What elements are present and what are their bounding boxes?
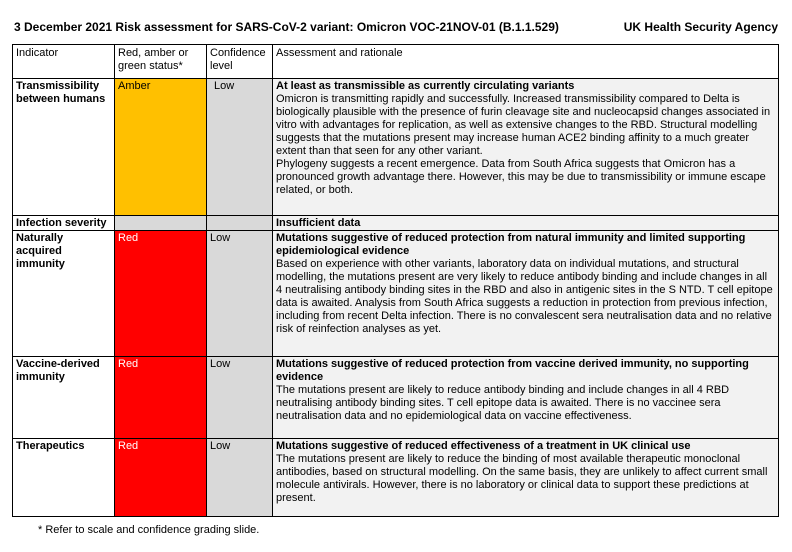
table-row xyxy=(13,216,779,231)
document-title: 3 December 2021 Risk assessment for SARS-CoV-2 variant: Omicron VOC-21NOV-01 (B.1.1.529) xyxy=(14,20,559,34)
footnote: * Refer to scale and confidence grading slide. xyxy=(38,524,260,536)
assessment-text: Omicron is transmitting rapidly and successfully. Increased transmissibility compared to Delta is biologically plausible with the presence of furin cleavage site and nucleocapsid changes associated in vitro with advantages for replication, as well as extensive changes to the RBD. Structural modelling suggests that the mutations present may increase human ACE2 binding affinity to a much greater extent than that seen for any other variant. xyxy=(276,93,771,157)
assessment-heading: Mutations suggestive of reduced protection from vaccine derived immunity, no supporting evidence xyxy=(276,358,749,383)
status-cell-red: Red xyxy=(115,357,207,439)
status-cell-empty xyxy=(115,216,207,231)
status-cell-red: Red xyxy=(115,439,207,517)
assessment-heading: Mutations suggestive of reduced effectiveness of a treatment in UK clinical use xyxy=(276,440,691,452)
table-header-row xyxy=(13,45,779,79)
confidence-cell-empty xyxy=(207,216,273,231)
assessment-text: Based on experience with other variants, laboratory data on individual mutations, and structural modelling, the mutations present are very likely to reduce antibody binding and include changes in all 4 neutralising antibody binding sites in the RBD and also in antigenic sites in the S NTD. T cell epitope data is awaited. Analysis from South Africa suggests a reduction in protection from previous infection, including from recent Delta infection. There is no convalescent sera neutralisation data and no relative risk of reinfection analyses as yet. xyxy=(276,258,773,335)
assessment-heading: At least as transmissible as currently circulating variants xyxy=(276,80,575,92)
indicator-cell: Transmissibility between humans xyxy=(13,79,115,216)
assessment-cell xyxy=(273,231,779,357)
agency-name: UK Health Security Agency xyxy=(623,20,778,34)
status-cell-amber xyxy=(115,79,207,216)
table-row xyxy=(13,231,779,357)
assessment-text: The mutations present are likely to reduce antibody binding and include changes in all 4 RBD neutralising antibody binding sites. T cell epitope data is awaited. There is no vaccinee sera neutralisation data and no epidemiological data on vaccine effectiveness. xyxy=(276,384,730,422)
header-assessment: Assessment and rationale xyxy=(273,45,779,79)
assessment-cell xyxy=(273,439,779,517)
assessment-heading: Mutations suggestive of reduced protection from natural immunity and limited supporting epidemiological evidence xyxy=(276,232,746,257)
header-status: Red, amber or green status* xyxy=(115,45,207,79)
assessment-text-2: Phylogeny suggests a recent emergence. Data from South Africa suggests that Omicron has a pronounced growth advantage there. However, this may be due to transmissibility or immune escape related, or both. xyxy=(276,158,766,196)
status-label: Amber xyxy=(118,80,151,92)
table-row xyxy=(13,79,779,216)
indicator-cell: Therapeutics xyxy=(13,439,115,517)
indicator-cell: Vaccine-derived immunity xyxy=(13,357,115,439)
header-indicator: Indicator xyxy=(13,45,115,79)
status-cell-red: Red xyxy=(115,231,207,357)
indicator-cell: Infection severity xyxy=(13,216,115,231)
assessment-cell xyxy=(273,79,779,216)
indicator-cell: Naturally acquired immunity xyxy=(13,231,115,357)
confidence-cell: Low xyxy=(207,439,273,517)
page-header xyxy=(14,20,778,36)
assessment-heading: Insufficient data xyxy=(276,217,361,229)
assessment-text: The mutations present are likely to reduce the binding of most available therapeutic monoclonal antibodies, based on structural modelling. On the same basis, they are unlikely to affect current small molecule antivirals. However, there is no laboratory or clinical data to support these predictions at present. xyxy=(276,453,768,504)
assessment-cell xyxy=(273,357,779,439)
header-confidence: Confidence level xyxy=(207,45,273,79)
confidence-cell: Low xyxy=(207,231,273,357)
table-row xyxy=(13,439,779,517)
confidence-cell xyxy=(207,79,273,216)
assessment-cell xyxy=(273,216,779,231)
confidence-cell: Low xyxy=(207,357,273,439)
risk-assessment-table xyxy=(12,44,779,517)
confidence-label: Low xyxy=(214,80,235,92)
table-row xyxy=(13,357,779,439)
